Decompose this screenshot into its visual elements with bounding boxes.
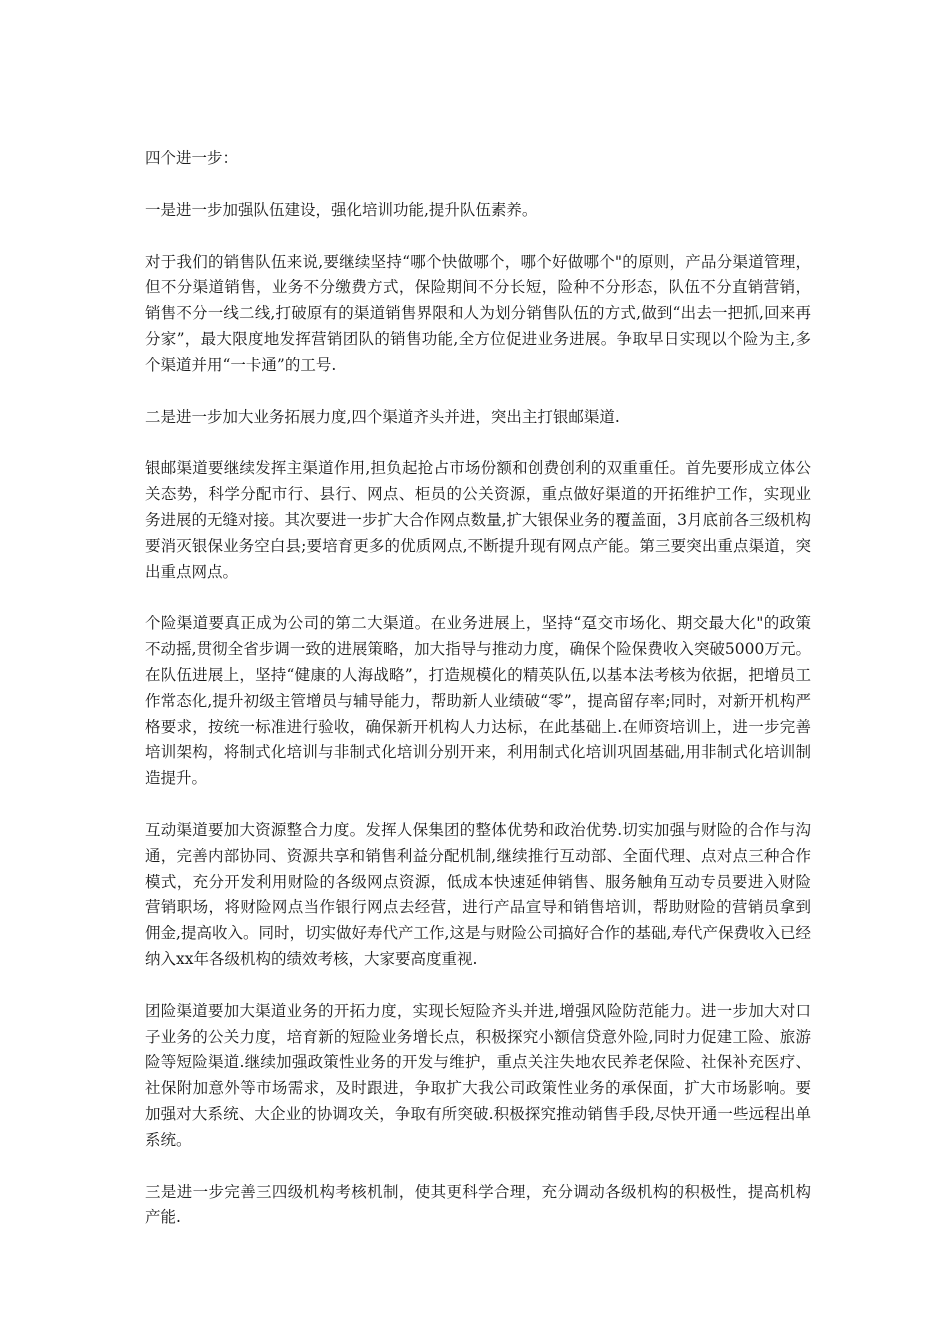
heading-four-steps: 四个进一步： <box>145 149 239 167</box>
paragraph-step-two: 二是进一步加大业务拓展力度,四个渠道齐头并进，突出主打银邮渠道. <box>145 407 620 426</box>
paragraph-sales-team: 对于我们的销售队伍来说,要继续坚持“哪个快做哪个，哪个好做哪个"的原则，产品分渠道管理，但不分渠道销售，业务不分缴费方式，保险期间不分长短，险种不分形态，队伍不分直销营销，销售不分一线二线,打破原有的渠道销售界限和人为划分销售队伍的方式,做到“出去一把抓,回来再分家”，最大限度地发挥营销团队的销售功能,全方位促进业务进展。争取早日实现以个险为主,多个渠道并用“一卡通”的工号. <box>145 252 811 374</box>
paragraph-interactive-channel: 互动渠道要加大资源整合力度。发挥人保集团的整体优势和政治优势.切实加强与财险的合作与沟通，完善内部协同、资源共享和销售利益分配机制,继续推行互动部、全面代理、点对点三种合作模式，充分开发利用财险的各级网点资源，低成本快速延伸销售、服务触角互动专员要进入财险营销职场，将财险网点当作银行网点去经营，进行产品宣导和销售培训，帮助财险的营销员拿到佣金,提高收入。同时，切实做好寿代产工作,这是与财险公司搞好合作的基础,寿代产保费收入已经纳入xx年各级机构的绩效考核，大家要高度重视. <box>145 820 811 968</box>
paragraph-bank-post-channel: 银邮渠道要继续发挥主渠道作用,担负起抢占市场份额和创费创利的双重重任。首先要形成立体公关态势，科学分配市行、县行、网点、柜员的公关资源，重点做好渠道的开拓维护工作，实现业务进展的无缝对接。其次要进一步扩大合作网点数量,扩大银保业务的覆盖面，3月底前各三级机构要消灭银保业务空白县;要培育更多的优质网点,不断提升现有网点产能。第三要突出重点渠道，突出重点网点。 <box>145 459 811 581</box>
paragraph-individual-channel: 个险渠道要真正成为公司的第二大渠道。在业务进展上，坚持“趸交市场化、期交最大化"的政策不动摇,贯彻全省步调一致的进展策略，加大指导与推动力度，确保个险保费收入突破5000万元。在队伍进展上，坚持“健康的人海战略”，打造规模化的精英队伍,以基本法考核为依据，把增员工作常态化,提升初级主管增员与辅导能力，帮助新人业绩破“零”，提高留存率;同时，对新开机构严格要求，按统一标准进行验收，确保新开机构人力达标，在此基础上.在师资培训上，进一步完善培训架构，将制式化培训与非制式化培训分别开来，利用制式化培训巩固基础,用非制式化培训制造提升。 <box>145 614 811 788</box>
paragraph-step-three: 三是进一步完善三四级机构考核机制，使其更科学合理，充分调动各级机构的积极性，提高机构产能. <box>145 1182 811 1227</box>
document-body <box>145 146 811 1257</box>
paragraph-group-channel: 团险渠道要加大渠道业务的开拓力度，实现长短险齐头并进,增强风险防范能力。进一步加大对口子业务的公关力度，培育新的短险业务增长点，积极探究小额信贷意外险,同时力促建工险、旅游险等短险渠道.继续加强政策性业务的开发与维护，重点关注失地农民养老保险、社保补充医疗、社保附加意外等市场需求，及时跟进，争取扩大我公司政策性业务的承保面，扩大市场影响。要加强对大系统、大企业的协调攻关，争取有所突破.积极探究推动销售手段,尽快开通一些远程出单系统。 <box>145 1001 811 1149</box>
paragraph-step-one: 一是进一步加强队伍建设，强化培训功能,提升队伍素养。 <box>145 200 538 219</box>
